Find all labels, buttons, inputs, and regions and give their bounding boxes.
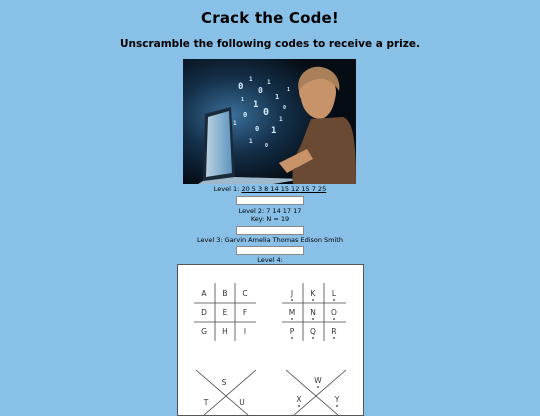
svg-text:0: 0 [283,105,287,111]
cipher-letter: P [289,327,295,336]
svg-text:0: 0 [255,125,260,133]
svg-text:0: 0 [265,143,269,149]
svg-text:1: 1 [279,116,283,123]
svg-text:1: 1 [275,93,280,101]
cipher-letter: E [222,308,228,317]
cipher-letter: F [242,308,248,317]
level-1 [0,185,540,193]
cipher-letter: J [290,289,294,298]
cipher-letter: U [239,398,245,407]
cipher-letter: N [310,308,316,317]
cipher-letter: G [201,327,207,336]
level-2-key: Key: N = 19 [250,215,290,223]
cipher-letter: Q [310,327,316,336]
cipher-letter: W [314,376,322,385]
level-2-answer-input[interactable] [236,226,304,235]
level-1-label: Level 1: [213,185,240,193]
svg-text:0: 0 [238,82,244,92]
svg-text:1: 1 [249,138,253,145]
cipher-letter: M [288,308,296,317]
level-2-code: 7 14 17 17 [266,207,302,215]
svg-text:1: 1 [241,97,245,103]
hero-image [183,59,356,184]
svg-text:1: 1 [287,87,291,93]
pigpen-cipher-key [177,264,364,416]
level-1-code: 20 5 3 8 14 15 12 15 7 25 [241,185,327,193]
svg-text:1: 1 [233,120,237,127]
svg-text:1: 1 [267,79,271,86]
svg-text:0: 0 [258,86,263,95]
cipher-letter: A [201,289,207,298]
cipher-letter: L [331,289,337,298]
cipher-letter: R [331,327,337,336]
cipher-letter: I [243,327,247,336]
level-4 [0,256,540,264]
page-subtitle: Unscramble the following codes to receive a prize. [120,38,420,50]
level-3 [0,236,540,244]
page-title: Crack the Code! [201,9,339,27]
svg-text:1: 1 [249,76,253,83]
svg-text:0: 0 [263,107,270,118]
level-3-code: Garvin Amelia Thomas Edison Smith [224,236,343,244]
svg-text:0: 0 [243,111,248,119]
cipher-letter: O [331,308,337,317]
level-2-label: Level 2: [238,207,265,215]
cipher-diagram [178,265,363,415]
level-2 [0,207,540,215]
cipher-letter: K [310,289,316,298]
level-3-label: Level 3: [197,236,223,244]
cipher-letter: B [222,289,228,298]
svg-text:1: 1 [271,126,277,136]
svg-text:1: 1 [253,100,259,110]
level-1-answer-input[interactable] [236,196,304,205]
cipher-letter: D [201,308,207,317]
cipher-letter: Y [334,395,340,404]
level-4-label: Level 4: [257,256,283,264]
cipher-letter: H [222,327,228,336]
cipher-letter: T [203,398,209,407]
cipher-letter: X [296,395,302,404]
hacker-illustration [183,59,356,184]
level-3-answer-input[interactable] [236,246,304,255]
cipher-letter: S [221,378,227,387]
cipher-letter: C [242,289,248,298]
